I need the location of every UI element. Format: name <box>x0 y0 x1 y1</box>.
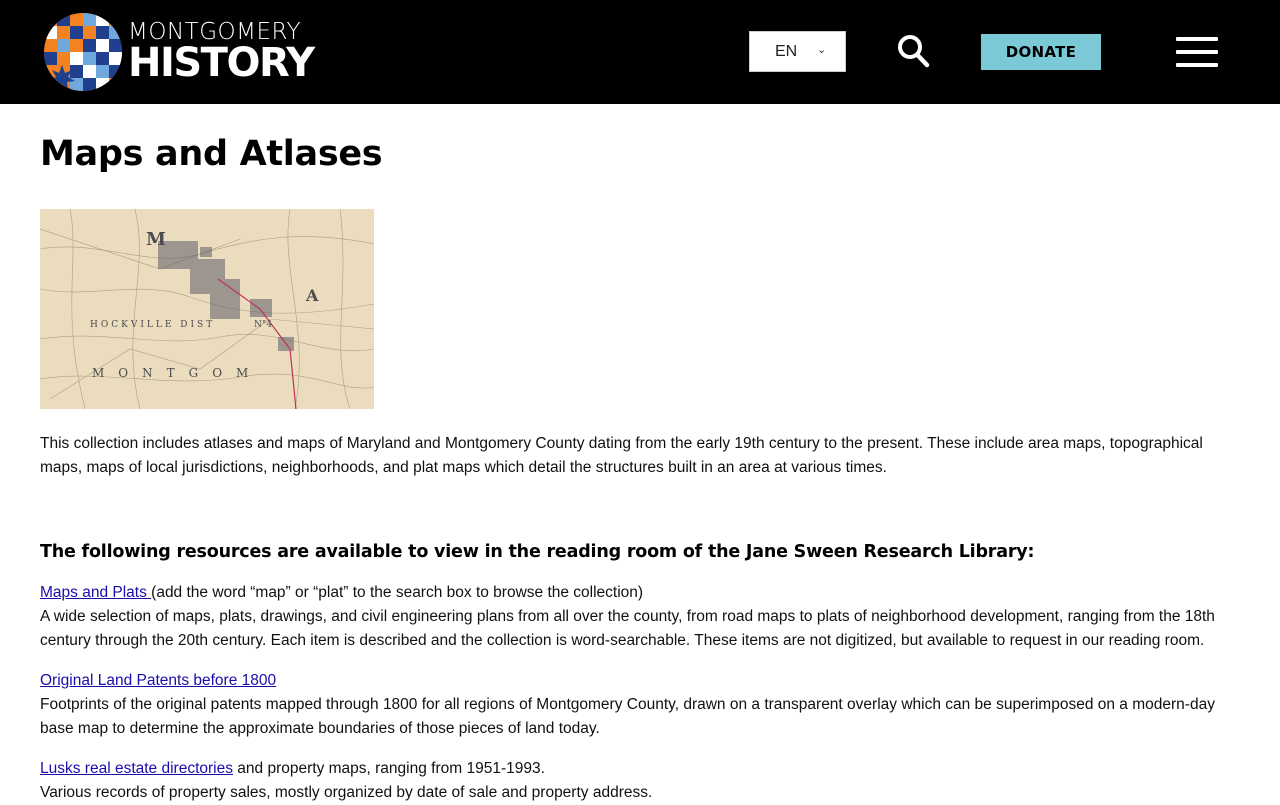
resource-link-note: and property maps, ranging from 1951-1993. <box>232 760 545 777</box>
svg-text:A: A <box>306 286 319 305</box>
language-selected-value: EN <box>775 42 798 60</box>
hamburger-menu-icon <box>1176 37 1218 41</box>
logo-line-2: HISTORY <box>128 40 314 86</box>
site-header <box>0 0 1280 104</box>
resource-link-maps-and-plats[interactable]: Maps and Plats <box>40 584 152 601</box>
svg-text:M: M <box>146 229 166 250</box>
language-select[interactable] <box>749 31 846 72</box>
hamburger-menu-icon-bar <box>1176 50 1218 54</box>
chevron-down-icon: ⌄ <box>817 44 827 56</box>
page-title: Maps and Atlases <box>40 134 383 174</box>
search-button[interactable] <box>897 34 931 70</box>
intro-paragraph: This collection includes atlases and maps of Maryland and Montgomery County dating from the early 19th century to the present. These include area maps, topographical maps, maps of local jurisdictions, neighborhoods, and plat maps which detail the structures built in an area at various times. <box>40 435 1203 476</box>
historic-map-image <box>40 209 374 409</box>
site-logo[interactable] <box>44 13 324 91</box>
donate-button[interactable]: DONATE <box>981 34 1101 70</box>
search-icon <box>897 34 931 70</box>
resource-link-note: (add the word “map” or “plat” to the search box to browse the collection) <box>151 584 644 601</box>
resource-description: Various records of property sales, mostly organized by date of sale and property address. <box>40 784 653 801</box>
hamburger-menu-icon-bar <box>1176 63 1218 67</box>
svg-text:N°4: N°4 <box>254 320 273 330</box>
resource-item <box>40 757 1250 805</box>
resource-link-lusks-directories[interactable]: Lusks real estate directories <box>40 760 233 777</box>
resource-description: A wide selection of maps, plats, drawings, and civil engineering plans from all over the county, from road maps to plats of neighborhood development, ranging from the 18th century through the 20th century. Each item is described and the collection is word-searchable. These items are not digitized, but available to request in our reading room. <box>40 608 1215 649</box>
logo-line-1: MONTGOMERY <box>128 19 302 45</box>
resource-item <box>40 669 1250 741</box>
resource-description: Footprints of the original patents mapped through 1800 for all regions of Montgomery County, drawn on a transparent overlay which can be superimposed on a modern-day base map to determine the approximate boundaries of those pieces of land today. <box>40 696 1215 737</box>
hamburger-menu-button[interactable] <box>1176 37 1218 69</box>
resource-link-land-patents[interactable]: Original Land Patents before 1800 <box>40 672 277 689</box>
resources-heading: The following resources are available to view in the reading room of the Jane Sween Research Library: <box>40 542 1035 562</box>
logo-emblem-icon <box>44 13 122 91</box>
svg-text:MONTGOM: MONTGOM <box>92 366 263 380</box>
logo-wordmark <box>128 19 314 86</box>
resource-item <box>40 581 1250 653</box>
svg-text:HOCKVILLE DIST: HOCKVILLE DIST <box>90 320 216 330</box>
